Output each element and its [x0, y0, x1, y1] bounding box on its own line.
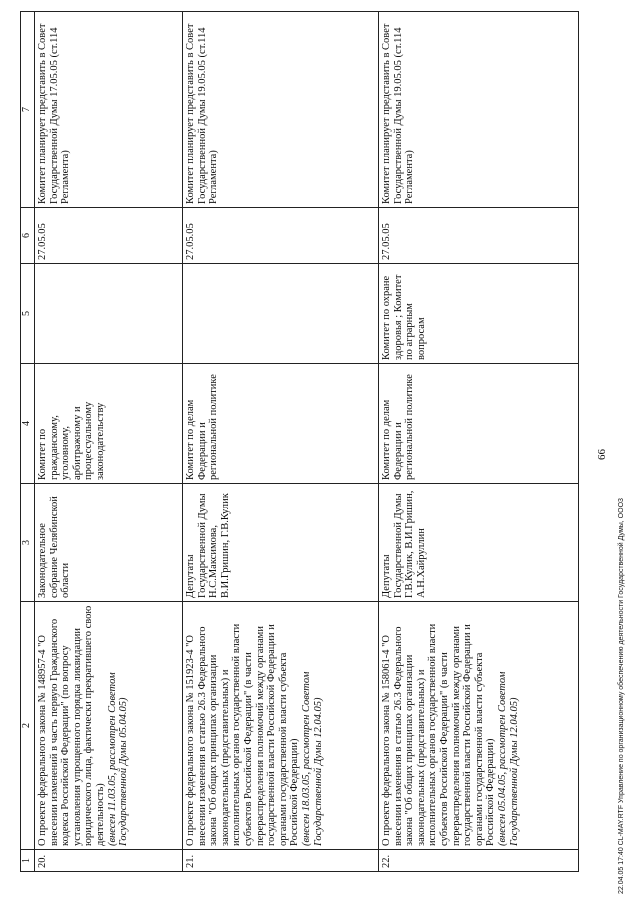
date-cell: 27.05.05: [379, 208, 579, 264]
row-number: 20.: [35, 850, 183, 872]
plan-cell: Комитет планирует представить в Совет Государственной Думы 17.05.05 (ст.114 Регламента): [35, 12, 183, 208]
co-committee-cell: [35, 264, 183, 364]
co-committee-cell: [183, 264, 379, 364]
column-header: 2: [21, 602, 35, 850]
co-committee-cell: Комитет по охране здоровья ; Комитет по аграрным вопросам: [379, 264, 579, 364]
column-header: 4: [21, 364, 35, 484]
bill-submission-note: (внесен 11.03.05, рассмотрен Советом Государственной Думы 05.04.05): [106, 672, 130, 846]
bill-description-cell: [183, 602, 379, 850]
bill-submission-note: (внесен 05.04.05, рассмотрен Советом Государственной Думы 12.04.05): [496, 671, 520, 846]
initiator-cell: Законодательное собрание Челябинской области: [35, 484, 183, 602]
table-row: [183, 12, 379, 872]
table-row: [35, 12, 183, 872]
column-number-row: [21, 12, 35, 872]
bill-title: О проекте федерального закона № 151923-4 "О внесении изменения в статью 26.3 Федерального закона "Об общих принципах организации законодательных (представительных) и исполнительных органов государственной власти субъектов Российской Федерации" (в части перераспределения полномочий между органами государственной власти Российской Федерации и органами государственной власти субъекта Российской Федерации): [185, 623, 301, 846]
date-cell: 27.05.05: [35, 208, 183, 264]
responsible-committee-cell: Комитет по гражданскому, уголовному, арбитражному и процессуальному законодательству: [35, 364, 183, 484]
responsible-committee-cell: Комитет по делам Федерации и региональной политике: [183, 364, 379, 484]
responsible-committee-cell: Комитет по делам Федерации и региональной политике: [379, 364, 579, 484]
row-number: 22.: [379, 850, 579, 872]
bill-description-cell: [35, 602, 183, 850]
column-header: 6: [21, 208, 35, 264]
page-footer: 22.04.05 17:40 CL-MAY.RTF Управление по организационному обеспечению деятельности Государственной Думы, ООО3: [618, 498, 625, 894]
bill-title: О проекте федерального закона № 148957-4 "О внесении изменений в часть первую Гражданского кодекса Российской Федерации" (по вопросу установления упрощенного порядка ликвидации юридического лица, фактически прекратившего свою деятельность): [37, 605, 106, 846]
date-cell: 27.05.05: [183, 208, 379, 264]
bill-schedule-table: [20, 12, 580, 872]
page-number: 66: [596, 449, 608, 460]
row-number: 21.: [183, 850, 379, 872]
bill-submission-note: (внесен 18.03.05, рассмотрен Советом Государственной Думы 12.04.05): [300, 671, 324, 846]
plan-cell: Комитет планирует представить в Совет Государственной Думы 19.05.05 (ст.114 Регламента): [379, 12, 579, 208]
column-header: 1: [21, 850, 35, 872]
column-header: 5: [21, 264, 35, 364]
bill-description-cell: [379, 602, 579, 850]
plan-cell: Комитет планирует представить в Совет Государственной Думы 19.05.05 (ст.114 Регламента): [183, 12, 379, 208]
column-header: 3: [21, 484, 35, 602]
table-row: [379, 12, 579, 872]
initiator-cell: Депутаты Государственной Думы Г.В.Кулик, В.И.Гришин, А.Н.Хайруллин: [379, 484, 579, 602]
bill-title: О проекте федерального закона № 158061-4 "О внесении изменения в статью 26.3 Федерального закона "Об общих принципах организации законодательных (представительных) и исполнительных органов государственной власти субъектов Российской Федерации" (в части перераспределения полномочий между органами государственной власти Российской Федерации и органами государственной власти субъекта Российской Федерации): [381, 623, 497, 846]
column-header: 7: [21, 12, 35, 208]
initiator-cell: Депутаты Государственной Думы Н.С.Максимова, В.И.Гришин, Г.В.Кулик: [183, 484, 379, 602]
